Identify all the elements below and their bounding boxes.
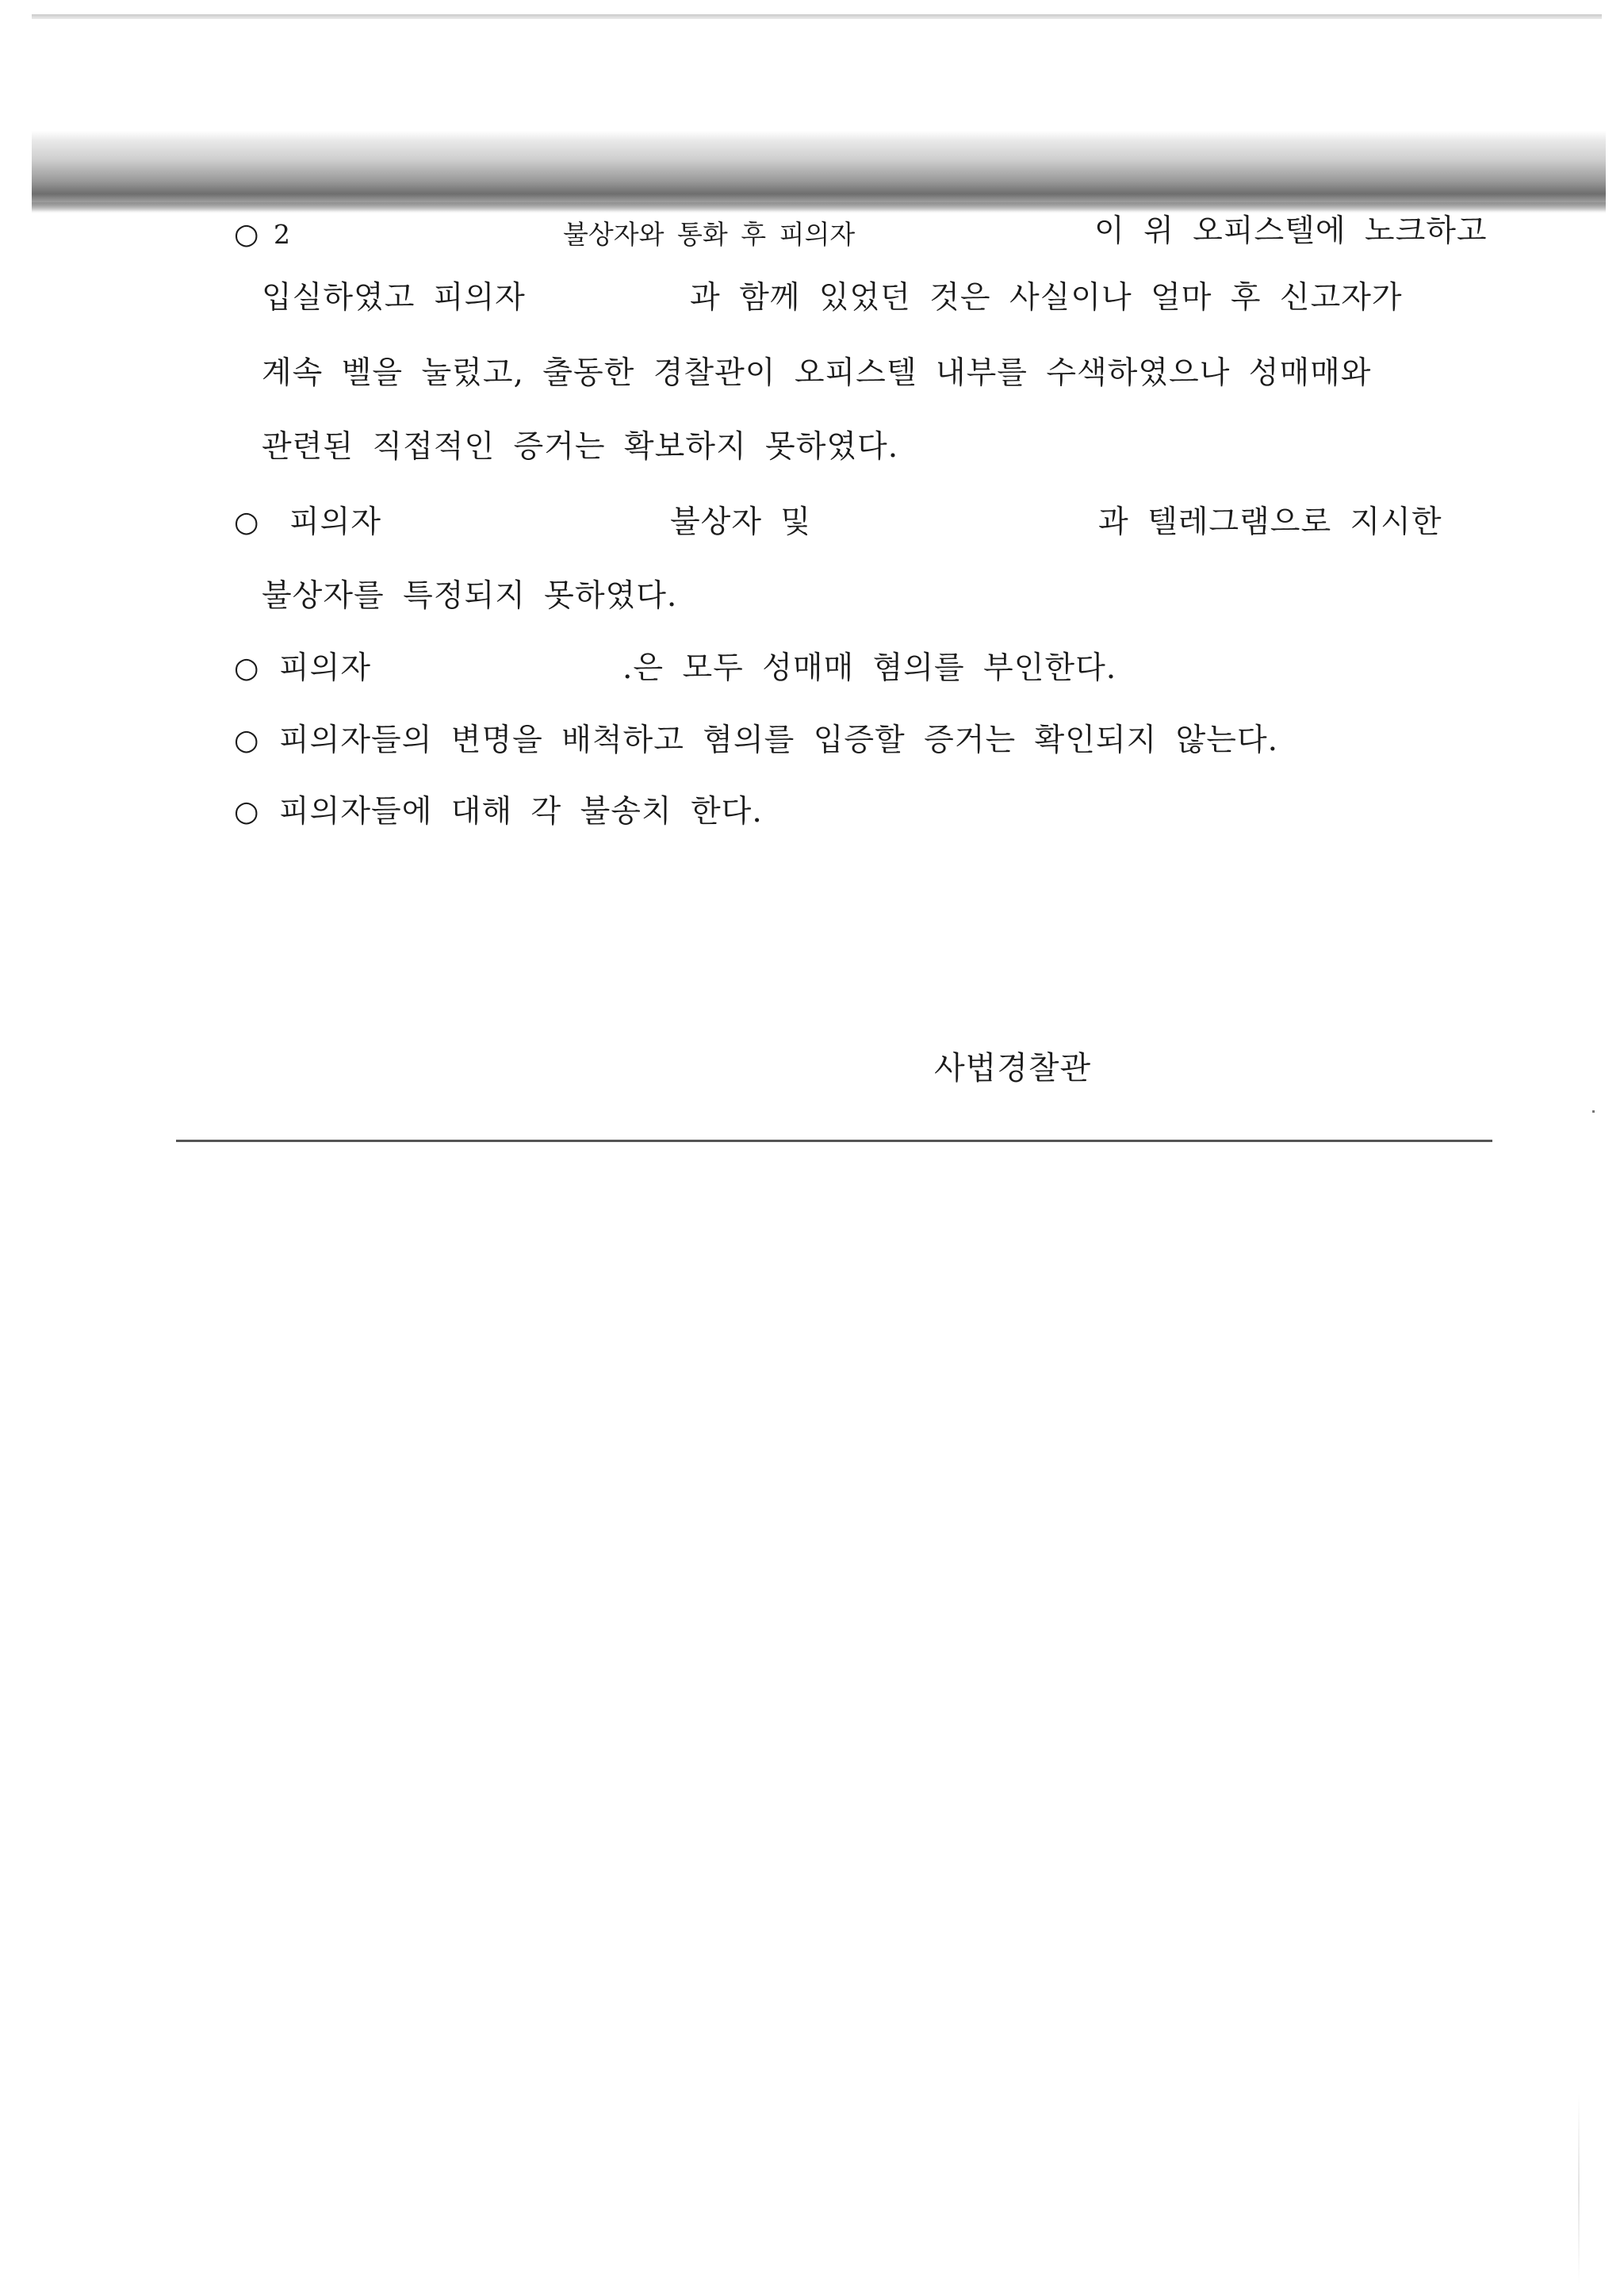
paragraph-3-fragment-a: 피의자 — [279, 650, 372, 686]
signature-title: 사법경찰관 — [934, 1050, 1092, 1087]
paragraph-2-line-2: 불상자를 특정되지 못하였다. — [262, 578, 678, 614]
paragraph-1-line-2-fragment-b: 과 함께 있었던 것은 사실이나 얼마 후 신고자가 — [690, 280, 1403, 316]
paragraph-2-line-1-fragment-b: 불상자 및 — [670, 504, 812, 540]
bullet-icon: ○ — [234, 218, 259, 251]
bullet-icon: ○ — [234, 506, 259, 539]
bottom-rule-divider — [176, 1140, 1492, 1142]
paragraph-2-line-1-fragment-c: 과 텔레그램으로 지시한 — [1098, 504, 1442, 540]
paragraph-1-line-4: 관련된 직접적인 증거는 확보하지 못하였다. — [262, 429, 899, 465]
paragraph-2-line-1-fragment-a: 피의자 — [289, 504, 382, 540]
scan-artifact-edge-line — [1578, 2094, 1580, 2284]
bullet-icon: ○ — [234, 652, 259, 684]
bullet-icon: ○ — [234, 724, 259, 757]
scan-artifact-top-line — [32, 14, 1602, 19]
paragraph-4-text: 피의자들의 변명을 배척하고 혐의를 입증할 증거는 확인되지 않는다. — [279, 723, 1279, 758]
paragraph-1-line-1-fragment-c: 이 위 오피스텔에 노크하고 — [1094, 213, 1488, 249]
bullet-icon: ○ — [234, 795, 259, 828]
scan-artifact-band — [32, 131, 1606, 212]
paragraph-3-fragment-b: .은 모두 성매매 혐의를 부인한다. — [622, 650, 1117, 686]
paragraph-1-line-1-fragment-a: 2 — [274, 219, 290, 250]
paragraph-1-line-2-fragment-a: 입실하였고 피의자 — [262, 280, 526, 316]
scan-artifact-band-edge — [32, 202, 1606, 213]
scan-artifact-dot — [1592, 1110, 1595, 1113]
paragraph-1-line-1-fragment-b: 불상자와 통화 후 피의자 — [563, 219, 856, 250]
paragraph-5-text: 피의자들에 대해 각 불송치 한다. — [279, 794, 763, 830]
paragraph-1-line-3: 계속 벨을 눌렀고, 출동한 경찰관이 오피스텔 내부를 수색하였으나 성매매와 — [262, 355, 1372, 391]
